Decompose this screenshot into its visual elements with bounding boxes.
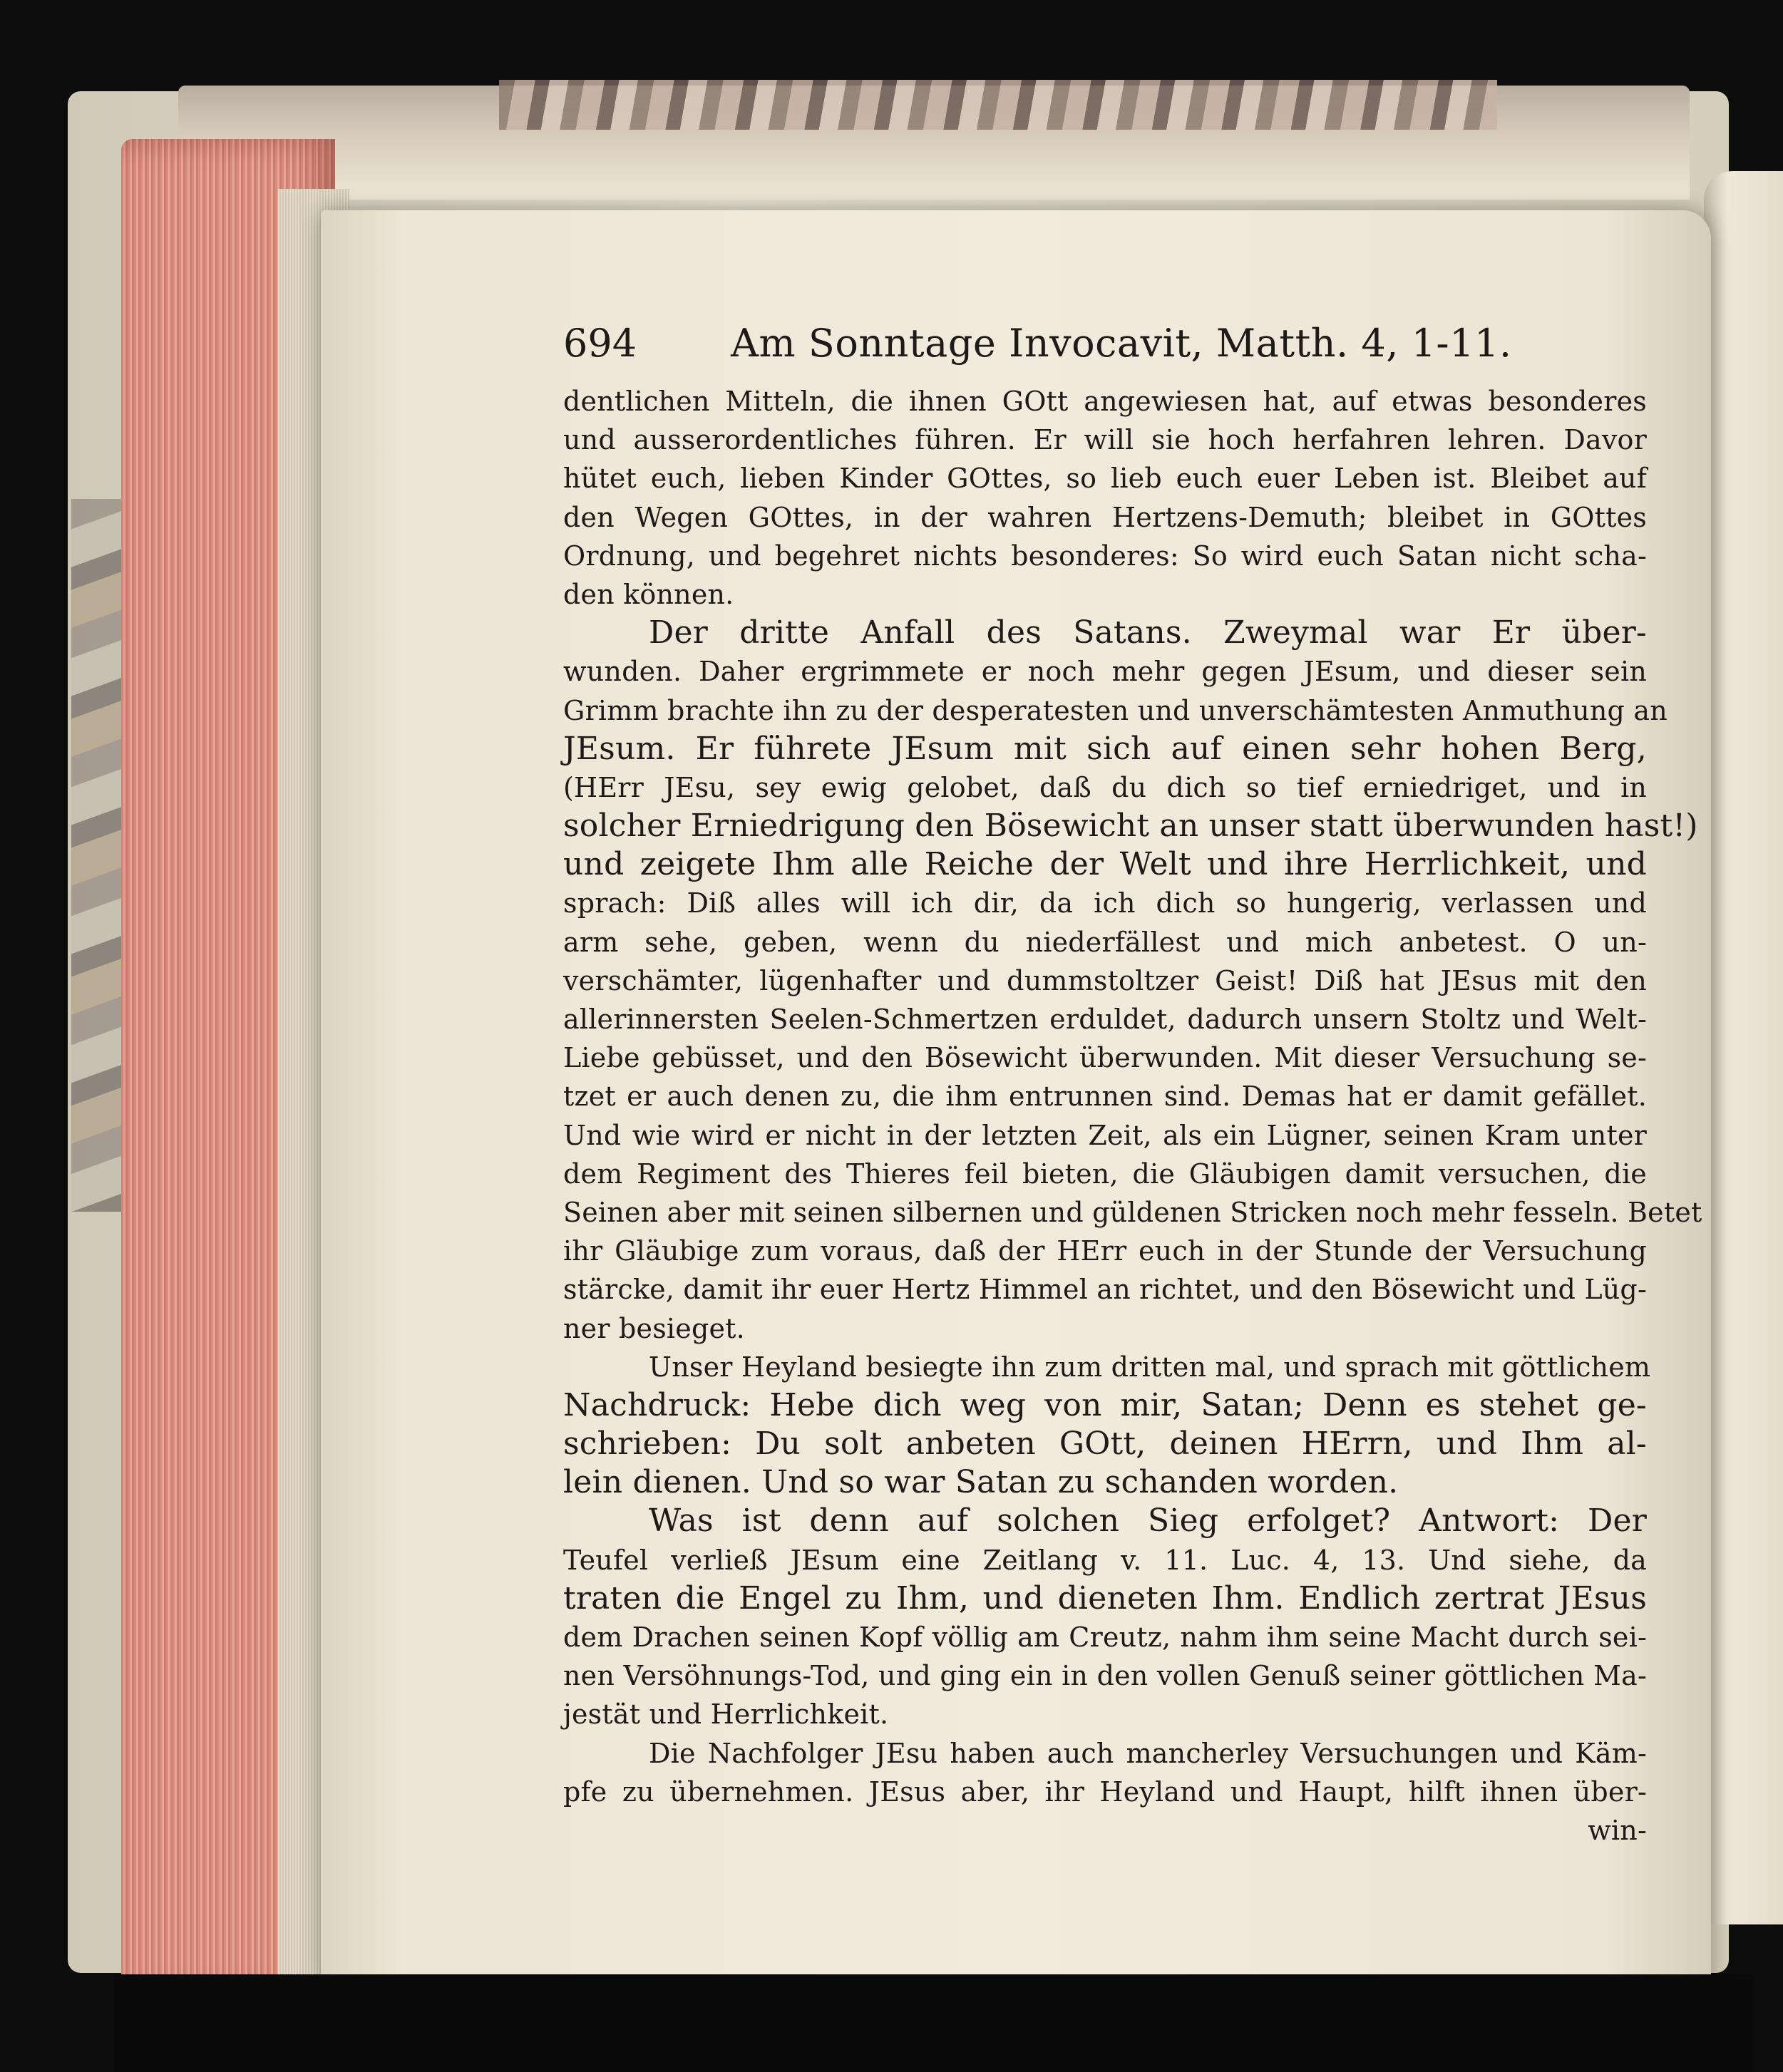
text-line: lein dienen. Und so war Satan zu schanden worden. — [563, 1464, 1399, 1501]
text-line: pfe zu übernehmen. JEsus aber, ihr Heyland und Haupt, hilft ihnen über- — [563, 1775, 1647, 1808]
page-number: 694 — [563, 321, 637, 366]
marbled-endpaper — [499, 80, 1497, 130]
text-line: verschämter, lügenhafter und dummstoltzer Geist! Diß hat JEsus mit den — [563, 964, 1647, 996]
section-heading-line: Was ist denn auf solchen Sieg erfolget? Antwort: Der — [649, 1503, 1647, 1540]
text-line: und ausserordentliches führen. Er will sie hoch herfahren lehren. Davor — [563, 424, 1647, 456]
text-line: Nachdruck: Hebe dich weg von mir, Satan; Denn es stehet ge- — [563, 1386, 1647, 1423]
facing-page-edge — [1704, 171, 1783, 1924]
text-block — [563, 321, 1702, 1850]
text-line: ner besieget. — [563, 1312, 745, 1344]
text-line: (HErr JEsu, sey ewig gelobet, daß du dich so tief erniedriget, und in — [563, 771, 1647, 803]
text-line: hütet euch, lieben Kinder GOttes, so lieb euch euer Leben ist. Bleibet auf — [563, 463, 1647, 495]
text-line: traten die Engel zu Ihm, und dieneten Ihm. Endlich zertrat JEsus — [563, 1579, 1647, 1617]
text-line: Liebe gebüsset, und den Bösewicht überwunden. Mit dieser Versuchung se- — [563, 1042, 1647, 1074]
text-line: den Wegen GOttes, in der wahren Hertzens-Demuth; bleibet in GOttes — [563, 501, 1647, 533]
running-head: Am Sonntage Invocavit, Matth. 4, 1-11. — [731, 321, 1512, 366]
text-line: wunden. Daher ergrimmete er noch mehr gegen JEsum, und dieser sein — [563, 656, 1647, 688]
text-line: Seinen aber mit seinen silbernen und güldenen Stricken noch mehr fesseln. Betet — [563, 1196, 1702, 1228]
text-line: Ordnung, und begehret nichts besonderes: So wird euch Satan nicht scha- — [563, 540, 1647, 572]
text-line: solcher Erniedrigung den Bösewicht an unser statt überwunden hast!) — [563, 808, 1698, 845]
text-line: sprach: Diß alles will ich dir, da ich dich so hungerig, verlassen und — [563, 887, 1647, 919]
text-line: dem Regiment des Thieres feil bieten, die Gläubigen damit versuchen, die — [563, 1158, 1647, 1190]
text-line: tzet er auch denen zu, die ihm entrunnen sind. Demas hat er damit gefället. — [563, 1081, 1647, 1113]
text-line: jestät und Herrlichkeit. — [563, 1699, 889, 1731]
text-line: dentlichen Mitteln, die ihnen GOtt angewiesen hat, auf etwas besonderes — [563, 386, 1647, 417]
text-line: und zeigete Ihm alle Reiche der Welt und ihre Herrlichkeit, und — [563, 846, 1647, 883]
text-line: ihr Gläubige zum voraus, daß der HErr euch in der Stunde der Versuchung — [563, 1235, 1647, 1267]
text-line: schrieben: Du solt anbeten GOtt, deinen HErrn, und Ihm al- — [563, 1426, 1647, 1463]
text-line: Grimm brachte ihn zu der desperatesten und unverschämtesten Anmuthung an — [563, 694, 1668, 726]
catchword: win- — [1588, 1814, 1647, 1846]
text-line: arm sehe, geben, wenn du niederfällest und mich anbetest. O un- — [563, 926, 1647, 958]
text-line: Teufel verließ JEsum eine Zeitlang v. 11. Luc. 4, 13. Und siehe, da — [563, 1544, 1647, 1576]
text-line: Die Nachfolger JEsu haben auch mancherley Versuchungen und Käm- — [649, 1737, 1647, 1769]
text-line: nen Versöhnungs-Tod, und ging ein in den vollen Genuß seiner göttlichen Ma- — [563, 1660, 1647, 1692]
background-shadow — [114, 1974, 1754, 2072]
text-line: Und wie wird er nicht in der letzten Zeit, als ein Lügner, seinen Kram unter — [563, 1119, 1647, 1151]
text-line: stärcke, damit ihr euer Hertz Himmel an richtet, und den Bösewicht und Lüg- — [563, 1274, 1647, 1306]
page-header — [563, 321, 1647, 382]
text-line: den können. — [563, 578, 734, 610]
section-heading-line: Der dritte Anfall des Satans. Zweymal war Er über- — [649, 614, 1647, 651]
text-line: dem Drachen seinen Kopf völlig am Creutz, nahm ihm seine Macht durch sei- — [563, 1622, 1647, 1653]
text-line: JEsum. Er führete JEsum mit sich auf einen sehr hohen Berg, — [563, 730, 1647, 767]
text-line: Unser Heyland besiegte ihn zum dritten mal, und sprach mit göttlichem — [649, 1351, 1651, 1383]
text-line: allerinnersten Seelen-Schmertzen erduldet, dadurch unsern Stoltz und Welt- — [563, 1004, 1647, 1035]
